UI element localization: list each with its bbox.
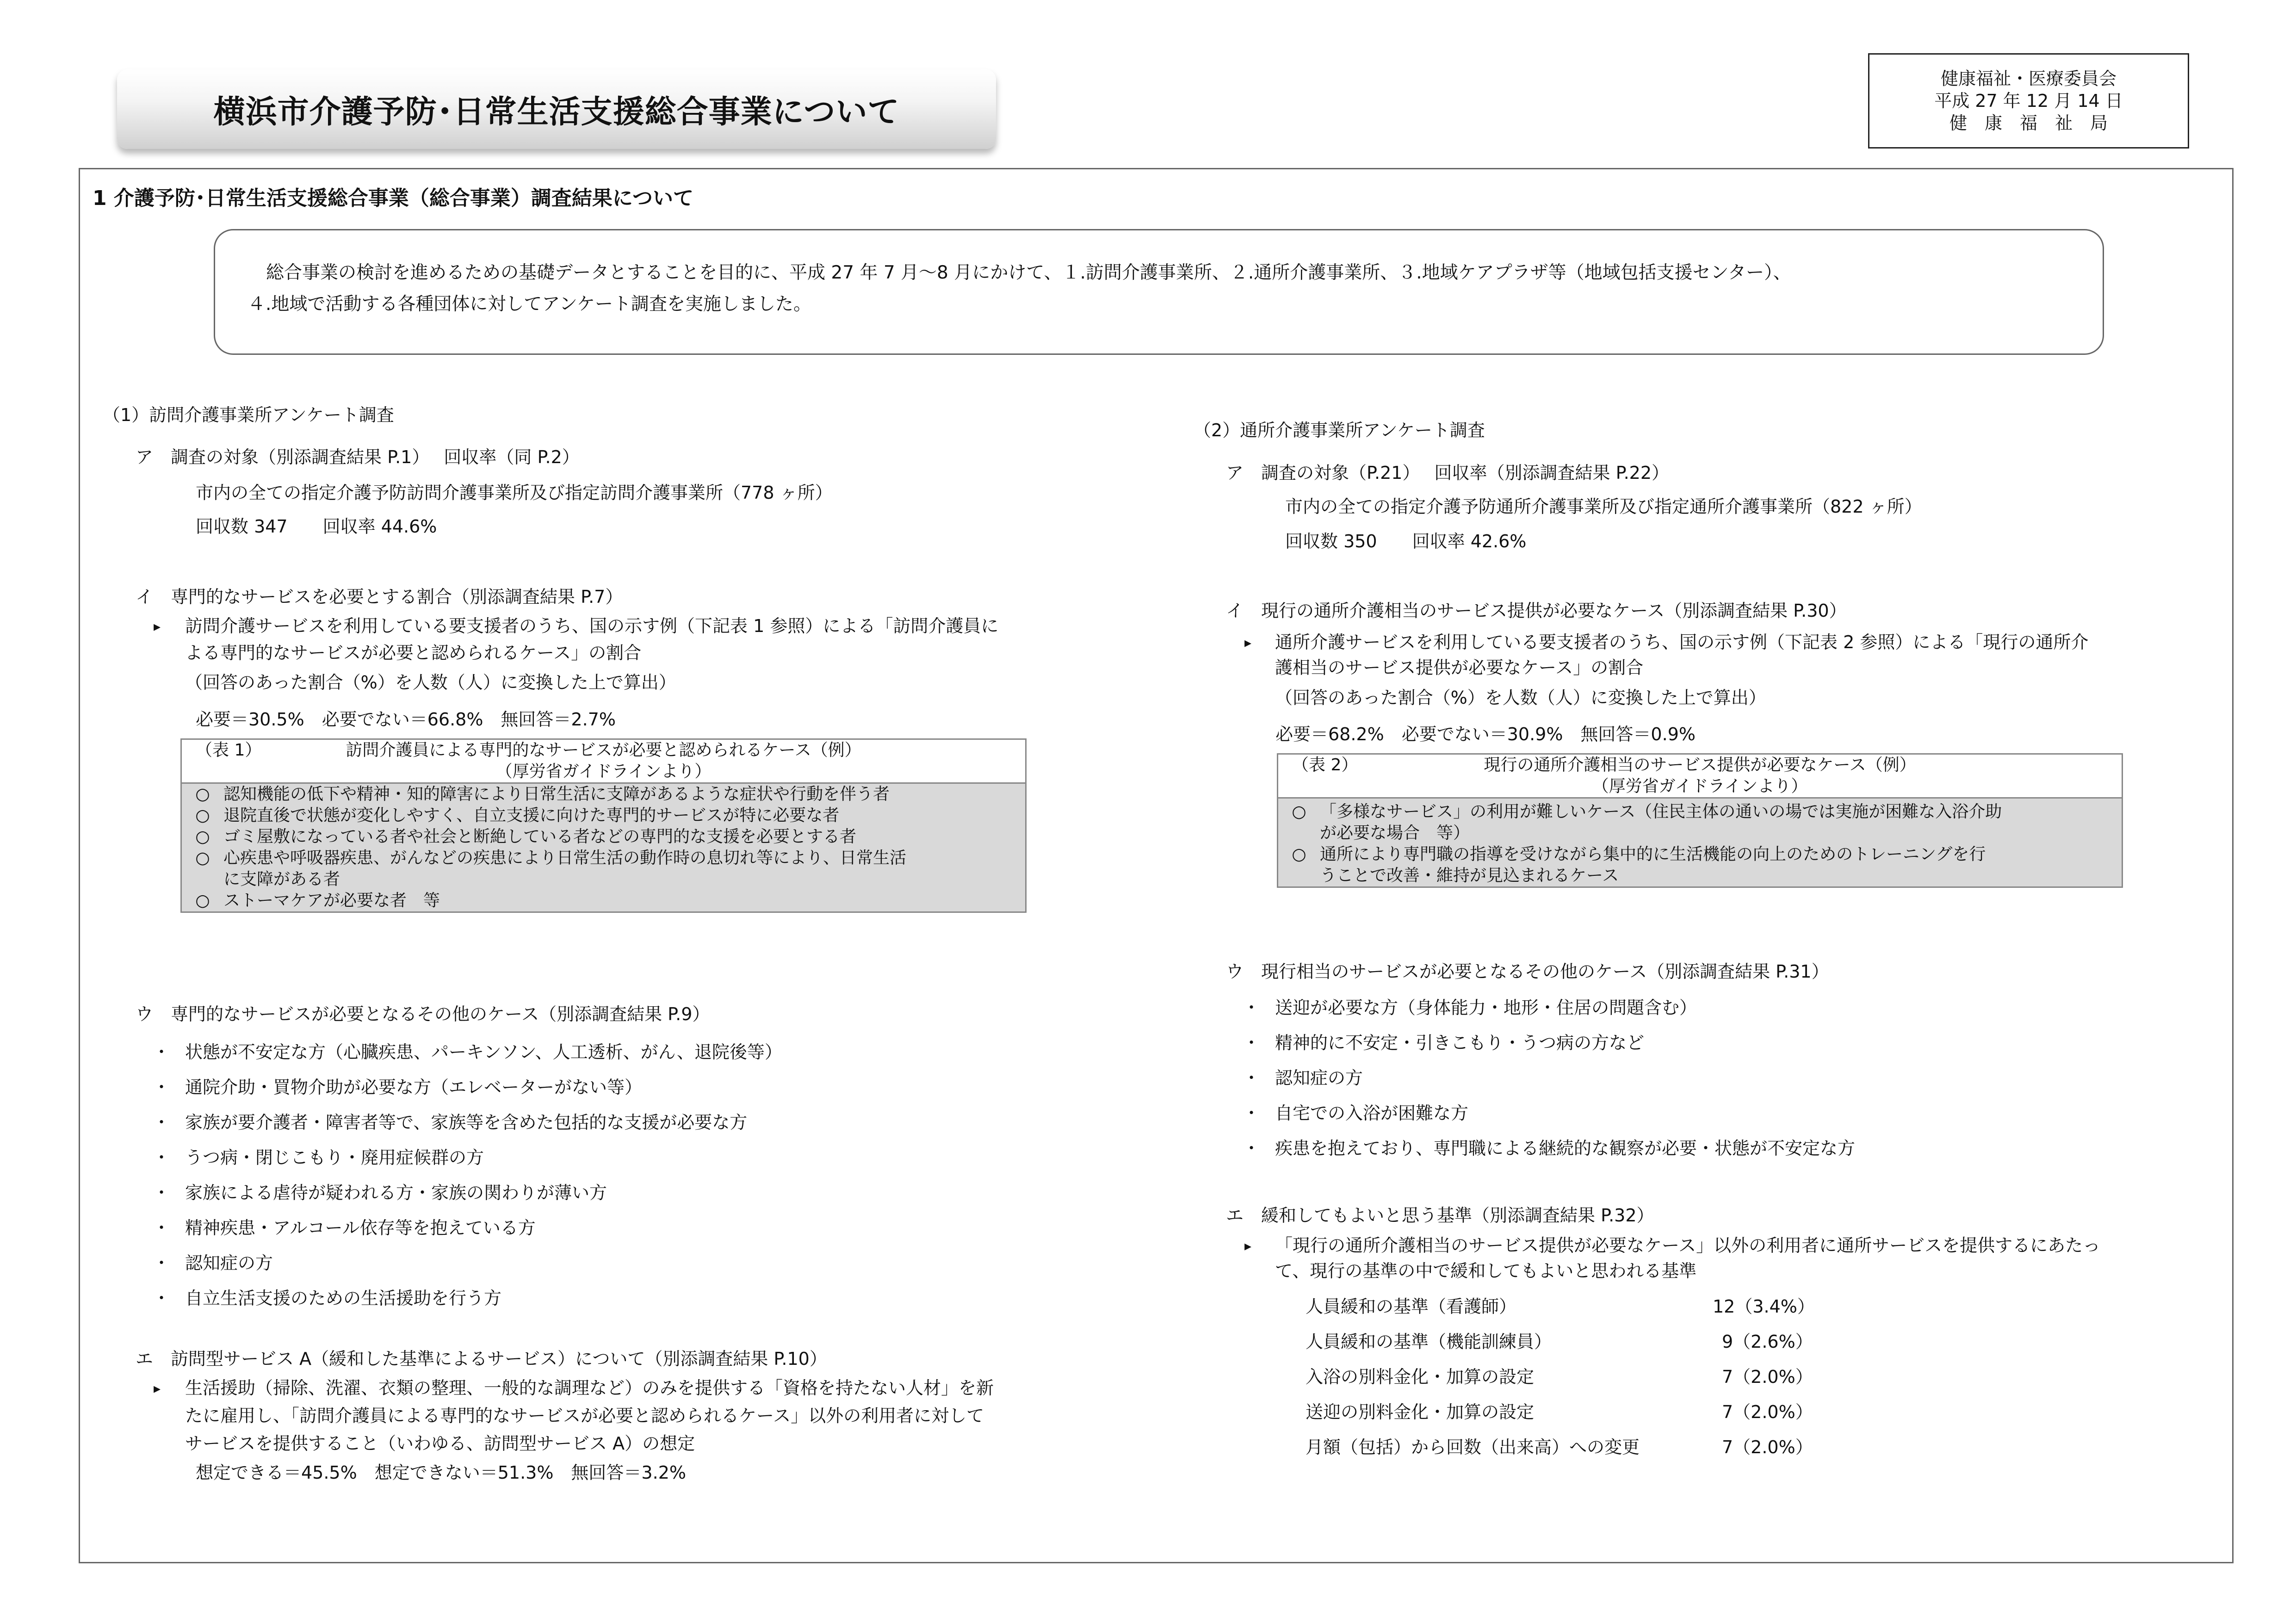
table-row bbox=[1278, 844, 2122, 865]
table-label: （表 1） bbox=[196, 741, 262, 760]
left-a-line2: 回収数 347 回収率 44.6% bbox=[196, 516, 437, 537]
triangle-bullet-icon: ▸ bbox=[1244, 1238, 1252, 1254]
right-a-title: ア 調査の対象（P.21） 回収率（別添調査結果 P.22） bbox=[1226, 463, 1670, 483]
page-title: 横浜市介護予防･日常生活支援総合事業について bbox=[213, 93, 900, 130]
left-d-line3: サービスを提供すること（いわゆる、訪問型サービス A）の想定 bbox=[185, 1433, 695, 1454]
right-d-line2: て、現行の基準の中で緩和してもよいと思われる基準 bbox=[1275, 1261, 1697, 1281]
left-d-line1: 生活援助（掃除、洗濯、衣類の整理、一般的な調理など）のみを提供する「資格を持たない人材」を新 bbox=[185, 1378, 994, 1398]
circle-icon: ○ bbox=[1292, 845, 1306, 864]
table-cell: 心疾患や呼吸器疾患、がんなどの疾患により日常生活の動作時の息切れ等により、日常生活 bbox=[223, 849, 907, 867]
table-cell: 「多様なサービス」の利用が難しいケース（住民主体の通いの場では実施が困難な入浴介助 bbox=[1320, 802, 2002, 821]
criteria-label: 送迎の別料金化・加算の設定 bbox=[1306, 1402, 1535, 1422]
criteria-value: 12（3.4%） bbox=[1713, 1296, 1815, 1317]
left-c-list bbox=[153, 1035, 782, 1316]
dot-bullet-icon: ・ bbox=[153, 1077, 171, 1097]
table-cell: 通所により専門職の指導を受けながら集中的に生活機能の向上のためのトレーニングを行 bbox=[1320, 845, 1986, 864]
section-heading: 1 介護予防･日常生活支援総合事業（総合事業）調査結果について bbox=[93, 186, 694, 210]
right-d-line1: 「現行の通所介護相当のサービス提供が必要なケース」以外の利用者に通所サービスを提供するにあたっ bbox=[1275, 1235, 2101, 1256]
right-guideline-table bbox=[1277, 753, 2123, 888]
criteria-value: 7（2.0%） bbox=[1722, 1437, 1813, 1457]
right-b-result: 必要＝68.2% 必要でない＝30.9% 無回答＝0.9% bbox=[1275, 724, 1696, 744]
list-item: ・ 精神疾患・アルコール依存等を抱えている方 bbox=[153, 1210, 782, 1245]
left-a-line1: 市内の全ての指定介護予防訪問介護事業所及び指定訪問介護事業所（778 ヶ所） bbox=[196, 483, 833, 503]
dot-bullet-icon: ・ bbox=[1243, 1103, 1261, 1123]
list-item: ・ 家族による虐待が疑われる方・家族の関わりが薄い方 bbox=[153, 1175, 782, 1210]
right-b-bullet-line2: 護相当のサービス提供が必要なケース」の割合 bbox=[1275, 657, 1644, 678]
table-cell: が必要な場合 等） bbox=[1320, 824, 1470, 842]
criteria-label: 入浴の別料金化・加算の設定 bbox=[1306, 1367, 1535, 1387]
criteria-value: 7（2.0%） bbox=[1722, 1367, 1813, 1387]
circle-icon: ○ bbox=[195, 785, 210, 804]
table-cell: ゴミ屋敷になっている者や社会と断絶している者などの専門的な支援を必要とする者 bbox=[223, 827, 857, 846]
left-a-title: ア 調査の対象（別添調査結果 P.1） 回収率（同 P.2） bbox=[136, 447, 580, 467]
list-item: ・ 自宅での入浴が困難な方 bbox=[1243, 1096, 1855, 1131]
table-caption: 現行の通所介護相当のサービス提供が必要なケース（例） bbox=[1484, 756, 1916, 774]
list-item: ・ 疾患を抱えており、専門職による継続的な観察が必要・状態が不安定な方 bbox=[1243, 1131, 1855, 1166]
criteria-value: 9（2.6%） bbox=[1722, 1332, 1813, 1352]
criteria-row bbox=[1306, 1359, 1815, 1394]
triangle-bullet-icon: ▸ bbox=[154, 619, 161, 635]
table-row bbox=[182, 869, 1025, 890]
intro-line-1: 総合事業の検討を進めるための基礎データとすることを目的に、平成 27 年 7 月～8 月にかけて、１.訪問介護事業所、２.通所介護事業所、３.地域ケアプラザ等（地域包括支援センター）、 bbox=[266, 262, 1791, 283]
left-d-result: 想定できる＝45.5% 想定できない＝51.3% 無回答＝3.2% bbox=[196, 1462, 686, 1483]
right-a-line1: 市内の全ての指定介護予防通所介護事業所及び指定通所介護事業所（822 ヶ所） bbox=[1285, 496, 1922, 517]
triangle-bullet-icon: ▸ bbox=[154, 1381, 161, 1397]
left-b-bullet-line2: よる専門的なサービスが必要と認められるケース」の割合 bbox=[185, 643, 642, 663]
list-item: ・ 通院介助・買物介助が必要な方（エレベーターがない等） bbox=[153, 1070, 782, 1105]
left-b-bullet-line1: 訪問介護サービスを利用している要支援者のうち、国の示す例（下記表 1 参照）による「訪問介護員に bbox=[185, 616, 999, 636]
dot-bullet-icon: ・ bbox=[153, 1218, 171, 1238]
right-d-criteria-list bbox=[1306, 1289, 1815, 1465]
criteria-label: 月額（包括）から回数（出来高）への変更 bbox=[1306, 1437, 1640, 1457]
list-item: ・ 自立生活支援のための生活援助を行う方 bbox=[153, 1281, 782, 1316]
left-c-title: ウ 専門的なサービスが必要となるその他のケース（別添調査結果 P.9） bbox=[136, 1004, 710, 1024]
intro-box bbox=[214, 229, 2104, 355]
dot-bullet-icon: ・ bbox=[1243, 1068, 1261, 1088]
table-header bbox=[182, 740, 1025, 784]
criteria-label: 人員緩和の基準（機能訓練員） bbox=[1306, 1332, 1552, 1352]
right-heading: （2）通所介護事業所アンケート調査 bbox=[1194, 420, 1485, 440]
dot-bullet-icon: ・ bbox=[1243, 1033, 1261, 1053]
criteria-row bbox=[1306, 1324, 1815, 1359]
table-body bbox=[1278, 799, 2122, 886]
right-c-list bbox=[1243, 990, 1855, 1166]
list-item: ・ 送迎が必要な方（身体能力・地形・住居の問題含む） bbox=[1243, 990, 1855, 1025]
table-row bbox=[182, 784, 1025, 805]
table-row bbox=[1278, 801, 2122, 823]
left-b-result: 必要＝30.5% 必要でない＝66.8% 無回答＝2.7% bbox=[196, 709, 616, 730]
committee-stamp bbox=[1868, 53, 2189, 149]
dot-bullet-icon: ・ bbox=[153, 1147, 171, 1168]
left-b-title: イ 専門的なサービスを必要とする割合（別添調査結果 P.7） bbox=[136, 587, 623, 607]
dot-bullet-icon: ・ bbox=[1243, 997, 1261, 1018]
criteria-row bbox=[1306, 1430, 1815, 1465]
circle-icon: ○ bbox=[195, 806, 210, 825]
dot-bullet-icon: ・ bbox=[153, 1183, 171, 1203]
left-heading: （1）訪問介護事業所アンケート調査 bbox=[103, 405, 394, 425]
table-row bbox=[182, 805, 1025, 826]
list-item: ・ 状態が不安定な方（心臓疾患、パーキンソン、人工透析、がん、退院後等） bbox=[153, 1035, 782, 1070]
dot-bullet-icon: ・ bbox=[153, 1288, 171, 1308]
right-b-bullet-line3: （回答のあった割合（%）を人数（人）に変換した上で算出） bbox=[1275, 688, 1766, 708]
criteria-value: 7（2.0%） bbox=[1722, 1402, 1813, 1422]
table-caption-source: （厚労省ガイドラインより） bbox=[495, 762, 712, 781]
table-row bbox=[1278, 823, 2122, 844]
stamp-date: 平成 27 年 12 月 14 日 bbox=[1934, 91, 2123, 111]
circle-icon: ○ bbox=[195, 891, 210, 910]
dot-bullet-icon: ・ bbox=[153, 1253, 171, 1273]
left-d-line2: たに雇用し、「訪問介護員による専門的なサービスが必要と認められるケース」以外の利用者に対して bbox=[185, 1406, 984, 1426]
circle-icon: ○ bbox=[195, 849, 210, 867]
criteria-row bbox=[1306, 1394, 1815, 1430]
list-item: ・ 精神的に不安定・引きこもり・うつ病の方など bbox=[1243, 1025, 1855, 1060]
page-title-box bbox=[117, 69, 996, 149]
table-cell: 退院直後で状態が変化しやすく、自立支援に向けた専門的サービスが特に必要な者 bbox=[223, 806, 840, 825]
dot-bullet-icon: ・ bbox=[153, 1112, 171, 1133]
table-caption: 訪問介護員による専門的なサービスが必要と認められるケース（例） bbox=[346, 741, 861, 760]
dot-bullet-icon: ・ bbox=[1243, 1138, 1261, 1158]
table-cell: に支障がある者 bbox=[223, 870, 340, 889]
right-b-bullet-line1: 通所介護サービスを利用している要支援者のうち、国の示す例（下記表 2 参照）による「現行の通所介 bbox=[1275, 632, 2089, 652]
right-c-title: ウ 現行相当のサービスが必要となるその他のケース（別添調査結果 P.31） bbox=[1226, 961, 1829, 982]
left-d-title: エ 訪問型サービス A（緩和した基準によるサービス）について（別添調査結果 P.10） bbox=[136, 1349, 827, 1369]
table-cell: ストーマケアが必要な者 等 bbox=[223, 891, 440, 910]
table-header bbox=[1278, 755, 2122, 799]
triangle-bullet-icon: ▸ bbox=[1244, 635, 1252, 651]
stamp-committee: 健康福祉・医療委員会 bbox=[1940, 68, 2117, 89]
table-cell: うことで改善・維持が見込まれるケース bbox=[1320, 866, 1619, 885]
circle-icon: ○ bbox=[195, 827, 210, 846]
table-cell: 認知機能の低下や精神・知的障害により日常生活に支障があるような症状や行動を伴う者 bbox=[223, 785, 890, 804]
table-row bbox=[182, 848, 1025, 869]
circle-icon: ○ bbox=[1292, 802, 1306, 821]
right-b-title: イ 現行の通所介護相当のサービス提供が必要なケース（別添調査結果 P.30） bbox=[1226, 601, 1847, 621]
list-item: ・ 認知症の方 bbox=[153, 1245, 782, 1281]
left-guideline-table bbox=[180, 738, 1027, 913]
list-item: ・ 認知症の方 bbox=[1243, 1060, 1855, 1096]
intro-line-2: ４.地域で活動する各種団体に対してアンケート調査を実施しました。 bbox=[248, 294, 812, 315]
table-body bbox=[182, 784, 1025, 911]
list-item: ・ 家族が要介護者・障害者等で、家族等を含めた包括的な支援が必要な方 bbox=[153, 1105, 782, 1140]
criteria-label: 人員緩和の基準（看護師） bbox=[1306, 1296, 1517, 1317]
table-caption-source: （厚労省ガイドラインより） bbox=[1592, 777, 1808, 796]
table-row bbox=[182, 826, 1025, 848]
dot-bullet-icon: ・ bbox=[153, 1042, 171, 1062]
right-a-line2: 回収数 350 回収率 42.6% bbox=[1285, 531, 1527, 551]
list-item: ・ うつ病・閉じこもり・廃用症候群の方 bbox=[153, 1140, 782, 1175]
right-d-title: エ 緩和してもよいと思う基準（別添調査結果 P.32） bbox=[1226, 1205, 1654, 1226]
table-label: （表 2） bbox=[1292, 756, 1358, 774]
table-row bbox=[182, 890, 1025, 911]
criteria-row bbox=[1306, 1289, 1815, 1324]
stamp-bureau: 健 康 福 祉 局 bbox=[1949, 113, 2108, 133]
table-row bbox=[1278, 865, 2122, 886]
left-b-bullet-line3: （回答のあった割合（%）を人数（人）に変換した上で算出） bbox=[185, 672, 676, 693]
